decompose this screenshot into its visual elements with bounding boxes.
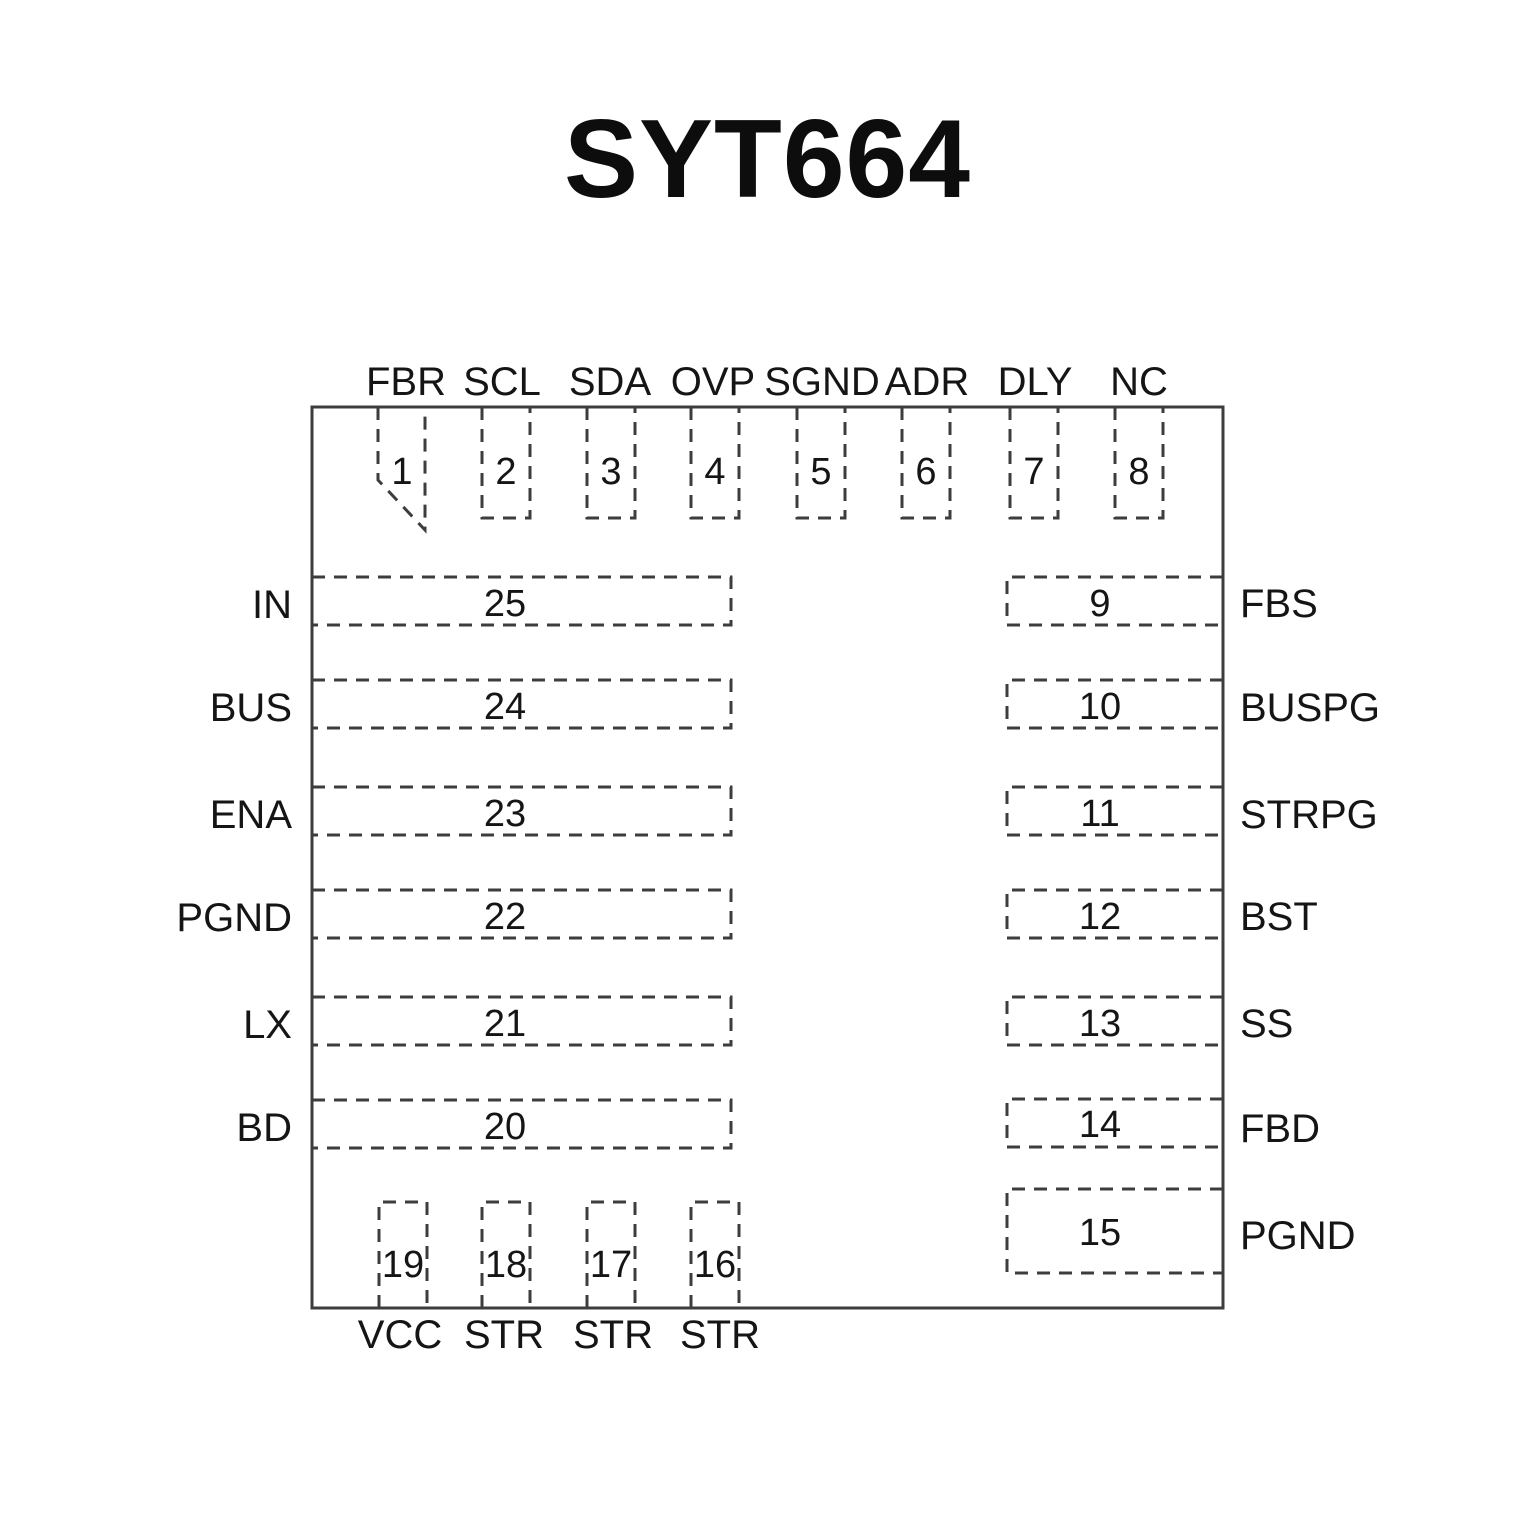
pin-13-number: 13 <box>1078 1003 1122 1045</box>
pin-9-pad <box>1007 577 1223 625</box>
pin-12-label: BST <box>1240 895 1318 939</box>
pin-11-number: 11 <box>1080 793 1120 835</box>
pin-2-label: SCL <box>463 360 541 404</box>
pin-11-label: STRPG <box>1240 793 1378 837</box>
pin-19-number: 19 <box>381 1244 425 1286</box>
pin-20-number: 20 <box>483 1106 527 1148</box>
pin-14-number: 14 <box>1078 1104 1122 1146</box>
pin-3-number: 3 <box>600 451 622 493</box>
pin-2-number: 2 <box>495 451 517 493</box>
pin-3-label: SDA <box>568 360 652 404</box>
pin-6-label: ADR <box>884 360 970 404</box>
pin-23-label: ENA <box>209 793 292 837</box>
pin-5-number: 5 <box>810 451 832 493</box>
pin-17-number: 17 <box>589 1244 633 1286</box>
pin-8-label: NC <box>1110 360 1168 404</box>
pin-9-number: 9 <box>1089 583 1111 625</box>
pin-21-label: LX <box>243 1003 292 1047</box>
pin-25-number: 25 <box>483 583 527 625</box>
chip-title: SYT664 <box>563 97 972 221</box>
pin-24-number: 24 <box>483 686 527 728</box>
pin-24-label: BUS <box>209 686 292 730</box>
pin-18-label: STR <box>464 1313 544 1357</box>
pin-15-label: PGND <box>1240 1214 1356 1258</box>
pin-15-number: 15 <box>1078 1212 1122 1254</box>
pin-7-label: DLY <box>997 360 1073 404</box>
pin-23-number: 23 <box>483 793 527 835</box>
pin-17-label: STR <box>573 1313 653 1357</box>
pin-21-number: 21 <box>483 1003 527 1045</box>
pin-16-number: 16 <box>693 1244 737 1286</box>
pin-1-label: FBR <box>366 360 446 404</box>
pin-4-label: OVP <box>670 360 756 404</box>
pin-1-number: 1 <box>391 451 413 493</box>
pin-5-label: SGND <box>764 360 880 404</box>
pin-14-label: FBD <box>1240 1107 1320 1151</box>
pin-22-number: 22 <box>483 896 527 938</box>
pin-10-number: 10 <box>1078 686 1122 728</box>
pin-7-number: 7 <box>1023 451 1045 493</box>
pin-4-number: 4 <box>704 451 726 493</box>
pin-25-label: IN <box>252 583 292 627</box>
pin-9-label: FBS <box>1240 582 1318 626</box>
pin-18-number: 18 <box>484 1244 528 1286</box>
pin-10-label: BUSPG <box>1240 686 1381 730</box>
pin-6-number: 6 <box>915 451 937 493</box>
chip-body-outline <box>312 407 1223 1308</box>
pin-20-label: BD <box>236 1106 292 1150</box>
pin-22-label: PGND <box>176 896 292 940</box>
pin-19-label: VCC <box>357 1313 443 1357</box>
pin-13-label: SS <box>1240 1002 1294 1046</box>
pin-8-number: 8 <box>1128 451 1150 493</box>
pin-16-label: STR <box>680 1313 760 1357</box>
pin-12-number: 12 <box>1078 896 1122 938</box>
